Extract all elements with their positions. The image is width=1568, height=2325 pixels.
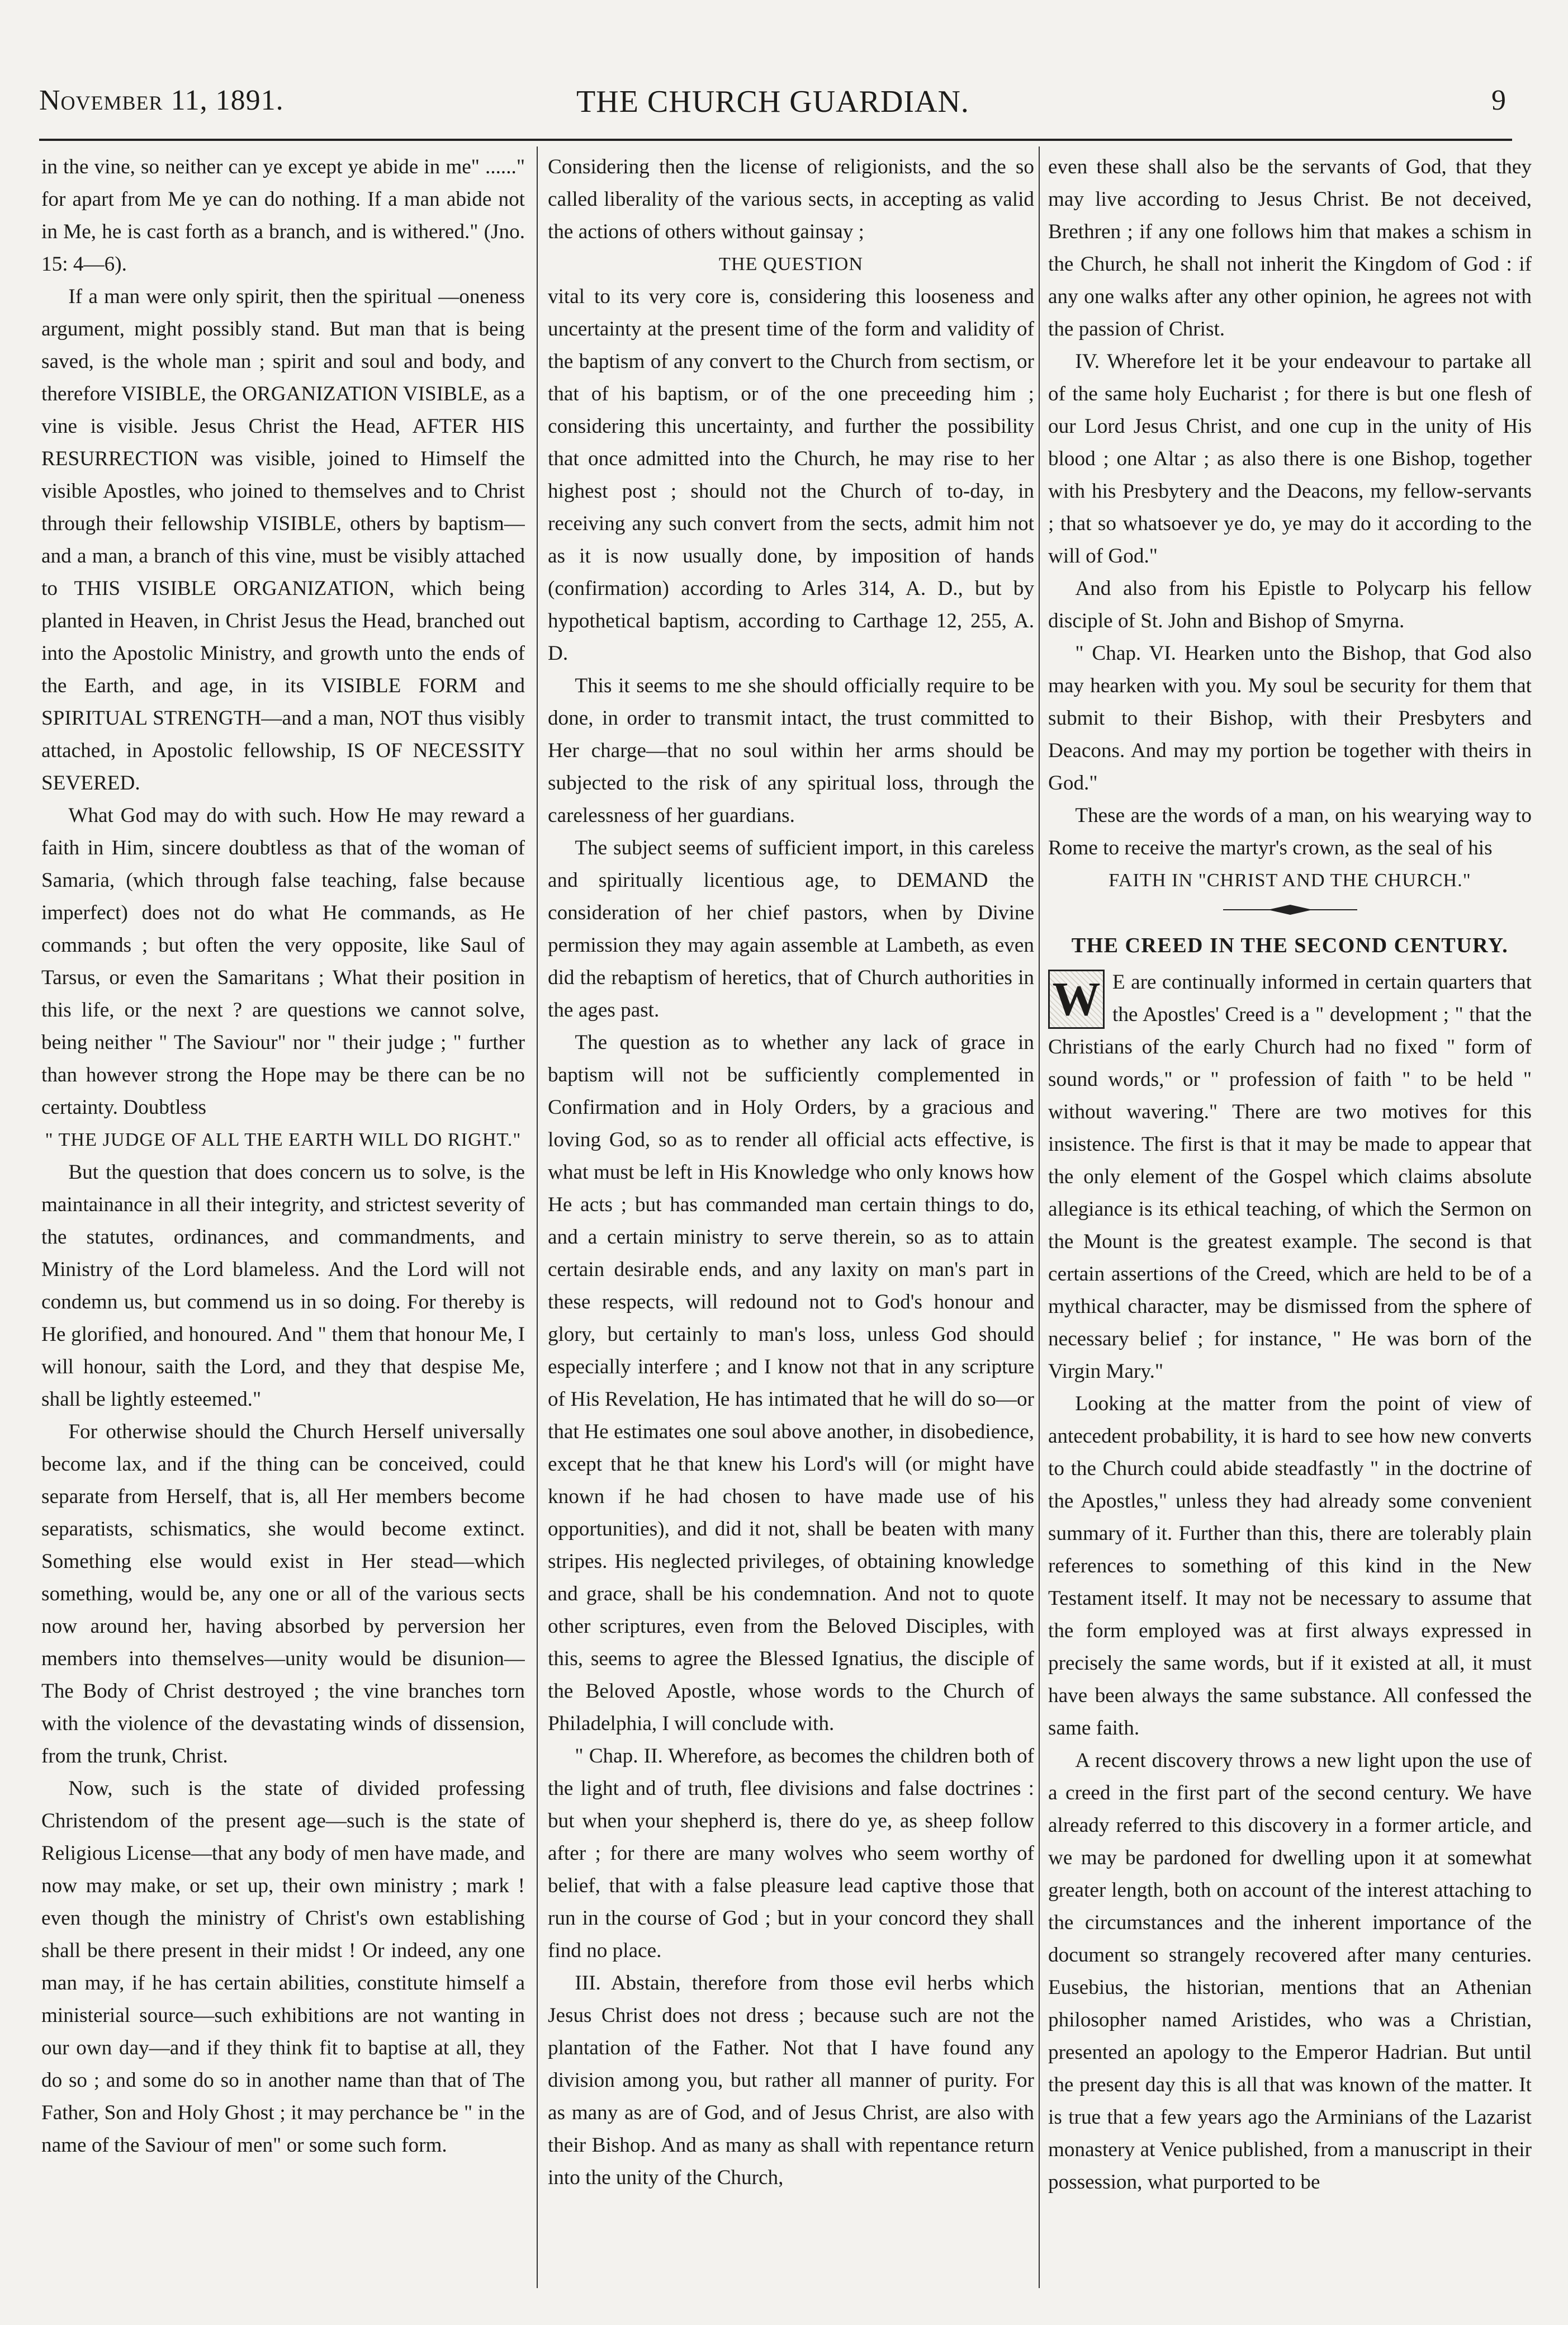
paragraph: For otherwise should the Church Herself universally become lax, and if the thing can be conceived, could separate from Herself, that is, all Her members become separatists, schismatics, she would become extinct. Something else would exist in Her stead—which something, would be, any one or all of the various sects now around her, having absorbed by perversion her members into themselves—unity would be disunion—The Body of Christ destroyed ; the vine branches torn with the violence of the devastating winds of dissension, from the trunk, Christ. bbox=[41, 1420, 525, 1768]
paragraph: The question as to whether any lack of grace in baptism will not be sufficiently complemented in Confirmation and in Holy Orders, by a gracious and loving God, so as to render all official acts effective, is what must be left in His Knowledge who only knows how He acts ; but has commanded man certain things to do, and a certain ministry to serve therein, so as to attain certain desirable ends, and any laxity on man's part in these respects, will redound not to God's honour and glory, but certainly to man's loss, unless God should especially interfere ; and I know not that in any scripture of His Revelation, He has intimated that he will do so—or that He estimates one soul above another, in disobedience, except that he that knew his Lord's will (or might have known if he had chosen to have made use of his opportunities), and did it not, shall be beaten with many stripes. His neglected privileges, of obtaining knowledge and grace, shall be his condemnation. And not to quote other scriptures, even from the Beloved Disciples, with this, seems to agree the Blessed Ignatius, the disciple of the Beloved Apostle, whose words to the Church of Philadelphia, I will conclude with. bbox=[548, 1031, 1034, 1735]
drop-cap: W bbox=[1048, 970, 1105, 1029]
issue-date: November 11, 1891. bbox=[39, 84, 284, 116]
paragraph: But the question that does concern us to solve, is the maintainance in all their integrity, and strictest severity of the statutes, ordinances, and commandments, and Ministry of the Lord blameless. And the Lord will not condemn us, but commend us in so doing. For thereby is He glorified, and honoured. And " them that honour Me, I will honour, saith the Lord, and they that despise Me, shall be lightly esteemed." bbox=[41, 1161, 525, 1411]
signature-line: FAITH IN "CHRIST AND THE CHURCH." bbox=[1109, 870, 1471, 891]
paragraph: What God may do with such. How He may reward a faith in Him, sincere doubtless as that of the woman of Samaria, (which through false teaching, false because imperfect) does not do what He commands, as He commands ; but often the very opposite, like Saul of Tarsus, or even the Samaritans ; What their position in this life, or the next ? are questions we cannot solve, being neither " The Saviour" nor " their judge ; " further than however strong the Hope may be there can be no certainty. Doubtless bbox=[41, 804, 525, 1119]
paragraph: These are the words of a man, on his wearying way to Rome to receive the martyr's crown, as the seal of his bbox=[1048, 804, 1532, 859]
paragraph: even these shall also be the servants of God, that they may live according to Jesus Christ. Be not deceived, Brethren ; if any one follows him that makes a schism in the Church, he shall not inherit the Kingdom of God : if any one walks after any other opinion, he agrees not with the passion of Christ. bbox=[1048, 155, 1532, 341]
quotation-line: " THE JUDGE OF ALL THE EARTH WILL DO RIGHT." bbox=[45, 1130, 522, 1150]
article-heading: THE CREED IN THE SECOND CENTURY. bbox=[1071, 934, 1509, 957]
paragraph: And also from his Epistle to Polycarp his fellow disciple of St. John and Bishop of Smyrna. bbox=[1048, 577, 1532, 632]
column-divider bbox=[537, 147, 538, 2288]
paragraph: IV. Wherefore let it be your endeavour to partake all of the same holy Eucharist ; for there is but one flesh of our Lord Jesus Christ, and one cup in the unity of His blood ; one Altar ; as also there is one Bishop, together with his Presbytery and the Deacons, my fellow-servants ; that so whatsoever ye do, ye may do it according to the will of God." bbox=[1048, 350, 1532, 568]
paragraph: This it seems to me she should officially require to be done, in order to transmit intact, the trust committed to Her charge—that no soul within her arms should be subjected to the risk of any spiritual loss, through the carelessness of her guardians. bbox=[548, 674, 1034, 827]
paragraph: III. Abstain, therefore from those evil herbs which Jesus Christ does not dress ; because such are not the plantation of the Father. Not that I have found any division among you, but rather all manner of purity. For as many as are of God, and of Jesus Christ, are also with their Bishop. And as many as shall with repentance return into the unity of the Church, bbox=[548, 1972, 1034, 2189]
ornament-rule-icon bbox=[1223, 904, 1357, 916]
paragraph: If a man were only spirit, then the spiritual —oneness argument, might possibly stand. But man that is being saved, is the whole man ; spirit and soul and body, and therefore VISIBLE, the ORGANIZATION VISIBLE, as a vine is visible. Jesus Christ the Head, AFTER HIS RESURRECTION was visible, joined to Himself the visible Apostles, who joined to themselves and to Christ through their fellowship VISIBLE, others by baptism—and a man, a branch of this vine, must be visibly attached to THIS VISIBLE ORGANIZATION, which being planted in Heaven, in Christ Jesus the Head, branched out into the Apostolic Ministry, and growth unto the ends of the Earth, and age, in its VISIBLE FORM and SPIRITUAL STRENGTH—and a man, NOT thus visibly attached, in Apostolic fellowship, IS OF NECESSITY SEVERED. bbox=[41, 285, 525, 795]
paragraph: vital to its very core is, considering this looseness and uncertainty at the present time of the form and validity of the baptism of any convert to the Church from sectism, or that of his baptism, or of the one preceeding him ; considering this uncertainty, and further the possibility that once admitted into the Church, he may rise to her highest post ; should not the Church of to-day, in receiving any such convert from the sects, admit him not as it is now usually done, by imposition of hands (confirmation) according to Arles 314, A. D., but by hypothetical baptism, according to Carthage 12, 255, A. D. bbox=[548, 285, 1034, 665]
section-ornament bbox=[1048, 904, 1532, 926]
column-divider bbox=[1039, 147, 1040, 2288]
paragraph: The subject seems of sufficient import, in this careless and spiritually licentious age, to DEMAND the consideration of her chief pastors, when by Divine permission they may again assemble at Lambeth, as even did the rebaptism of heretics, that of Church authorities in the ages past. bbox=[548, 837, 1034, 1022]
header-rule bbox=[39, 139, 1512, 141]
paragraph: in the vine, so neither can ye except ye abide in me" ......" for apart from Me ye can do nothing. If a man abide not in Me, he is cast forth as a branch, and is withered." (Jno. 15: 4—6). bbox=[41, 155, 525, 276]
column-2 bbox=[548, 151, 1034, 2298]
subheading: THE QUESTION bbox=[718, 254, 864, 275]
paragraph: Considering then the license of religionists, and the so called liberality of the various sects, in accepting as valid the actions of others without gainsay ; bbox=[548, 155, 1034, 243]
masthead bbox=[39, 84, 1507, 134]
paragraph: Looking at the matter from the point of view of antecedent probability, it is hard to see how new converts to the Church could abide steadfastly " in the doctrine of the Apostles," unless they had already some convenient summary of it. Further than this, there are tolerably plain references to something of this kind in the New Testament itself. It may not be necessary to assume that the form employed was at first always expressed in precisely the same words, but if it existed at all, it must have been always the same substance. All confessed the same faith. bbox=[1048, 1392, 1532, 1740]
column-1 bbox=[41, 151, 525, 2298]
page-number: 9 bbox=[1491, 84, 1507, 116]
paragraph: A recent discovery throws a new light upon the use of a creed in the first part of the second century. We have already referred to this discovery in a former article, and we may be pardoned for dwelling upon it at somewhat greater length, both on account of the interest attaching to the circumstances and the inherent importance of the document so strangely recovered after many centuries. Eusebius, the historian, mentions that an Athenian philosopher named Aristides, who was a Christian, presented an apology to the Emperor Hadrian. But until the present day this is all that was known of the matter. It is true that a few years ago the Arminians of the Lazarist monastery at Venice published, from a manuscript in their possession, what purported to be bbox=[1048, 1749, 1532, 2194]
paragraph bbox=[1048, 966, 1532, 1388]
paragraph: Now, such is the state of divided professing Christendom of the present age—such is the state of Religious License—that any body of men have made, and now may make, or set up, their own ministry ; mark ! even though the ministry of Christ's own establishing shall be there present in their midst ! Or indeed, any one man may, if he has certain abilities, constitute himself a ministerial source—such exhibitions are not wanting in our own day—and if they think fit to baptise at all, they do so ; and some do so in another name than that of The Father, Son and Holy Ghost ; it may perchance be " in the name of the Saviour of men" or some such form. bbox=[41, 1777, 525, 2157]
paragraph: " Chap. II. Wherefore, as becomes the children both of the light and of truth, flee divisions and false doctrines : but when your shepherd is, there do ye, as sheep follow after ; for there are many wolves who seem worthy of belief, that with a false pleasure lead captive those that run in the course of God ; but in your concord they shall find no place. bbox=[548, 1745, 1034, 1962]
paragraph-text: E are continually informed in certain quarters that the Apostles' Creed is a " development ; " that the Christians of the early Church had no fixed " form of sound words," or " profession of faith " to be held " without wavering." There are two motives for this insistence. The first is that it may be made to appear that the only element of the Gospel which claims absolute allegiance is its ethical teaching, of which the Sermon on the Mount is the greatest example. The second is that certain assertions of the Creed, which are held to be of a mythical character, may be dismissed from the sphere of necessary belief ; for instance, " He was born of the Virgin Mary." bbox=[1048, 971, 1532, 1383]
newspaper-title: THE CHURCH GUARDIAN. bbox=[576, 84, 969, 119]
paragraph: " Chap. VI. Hearken unto the Bishop, that God also may hearken with you. My soul be security for them that submit to their Bishop, with their Presbyters and Deacons. And may my portion be together with theirs in God." bbox=[1048, 642, 1532, 795]
column-3 bbox=[1048, 151, 1532, 2298]
